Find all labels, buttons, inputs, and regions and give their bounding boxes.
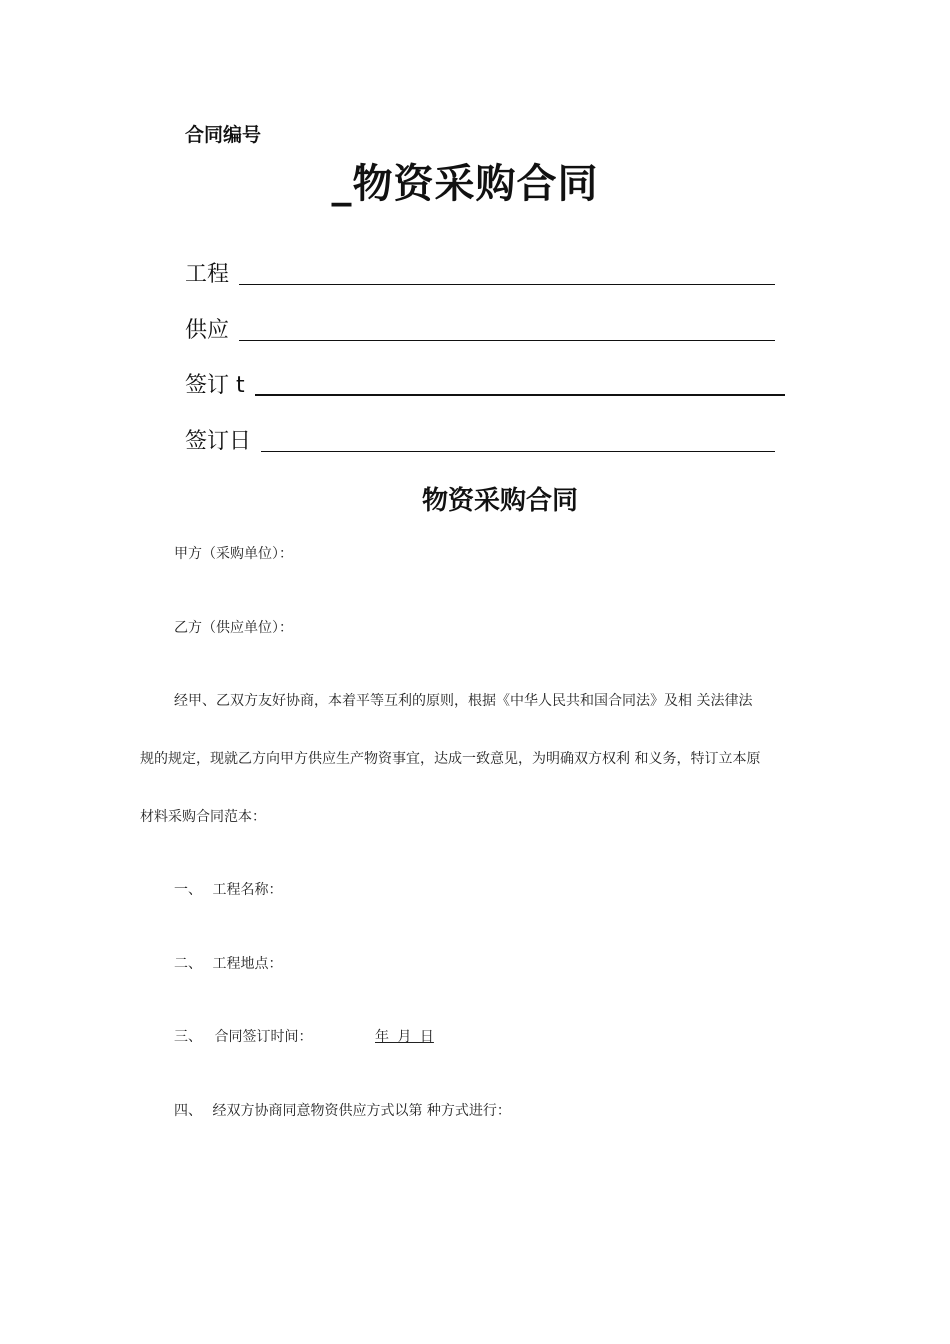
cover-field-label: 签订 t (185, 373, 245, 398)
fill-line (261, 451, 775, 452)
clause-number: 四、 (174, 1103, 202, 1119)
party-a-label: 甲方（采购单位）： (174, 546, 293, 562)
clause-1 (174, 879, 282, 899)
clause-4 (174, 1100, 511, 1120)
contract-number-label: 合同编号 (185, 124, 262, 146)
party-b-label: 乙方（供应单位）： (174, 620, 293, 636)
clause-number: 三、 (174, 1029, 202, 1045)
cover-field-sign-date (185, 425, 775, 455)
fill-line (239, 340, 775, 341)
clause-text: 合同签订时间： (214, 1029, 313, 1045)
intro-line-1: 经甲、乙双方友好协商，本着平等互利的原则，根据《中华人民共和国合同法》及相 关法律法 (174, 693, 753, 709)
cover-field-supplier (185, 314, 775, 344)
clause-text: 经双方协商同意物资供应方式以第 种方式进行： (212, 1103, 511, 1119)
cover-field-project (185, 258, 775, 288)
intro-line-2: 规的规定，现就乙方向甲方供应生产物资事宜，达成一致意见，为明确双方权利 和义务，特订立本原 (140, 751, 761, 767)
clause-text: 工程名称： (212, 882, 283, 898)
clause-number: 一、 (174, 882, 202, 898)
cover-field-label: 签订日 (185, 429, 252, 454)
clause-3 (174, 1026, 312, 1046)
section-title: 物资采购合同 (421, 486, 578, 516)
cover-field-label: 供应 (185, 318, 230, 343)
cover-title-text: 物资采购合同 (352, 161, 599, 207)
fill-line (239, 284, 775, 285)
cover-field-label: 工程 (185, 262, 230, 287)
cover-field-sign-place (185, 369, 785, 399)
intro-line-3: 材料采购合同范本： (140, 809, 266, 825)
cover-title-prefix: _ (331, 161, 353, 207)
clause-text: 工程地点： (212, 956, 283, 972)
fill-line (255, 394, 785, 396)
clause-number: 二、 (174, 956, 202, 972)
clause-2 (174, 953, 282, 973)
cover-title (0, 152, 950, 209)
sign-date-value: 年 月 日 (375, 1029, 434, 1045)
